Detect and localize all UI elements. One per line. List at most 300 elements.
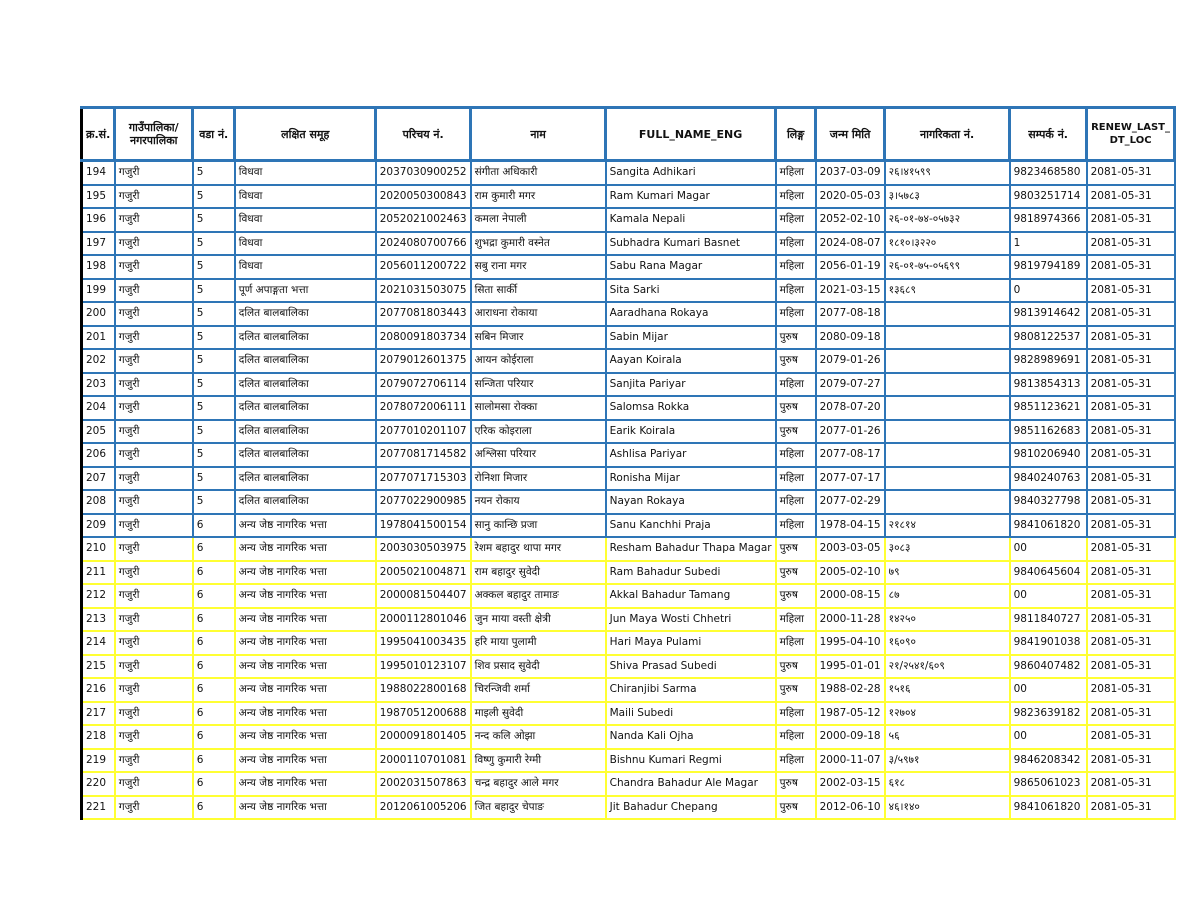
cell-id-number: 2003030503975 [376, 537, 471, 561]
cell-serial: 200 [82, 302, 115, 326]
cell-renew-date: 2081-05-31 [1087, 467, 1175, 491]
cell-name: जित बहादुर चेपाङ [471, 796, 606, 820]
cell-municipality: गजुरी [115, 796, 193, 820]
cell-name: अक्कल बहादुर तामाङ [471, 584, 606, 608]
cell-ward: 5 [193, 373, 235, 397]
cell-name: सबु राना मगर [471, 255, 606, 279]
cell-municipality: गजुरी [115, 208, 193, 232]
table-row [82, 161, 1175, 185]
table-row [82, 678, 1175, 702]
cell-full-name-eng: Bishnu Kumari Regmi [606, 749, 776, 773]
cell-id-number: 2000091801405 [376, 725, 471, 749]
cell-citizenship: १८१०।३२२० [885, 232, 1010, 256]
cell-municipality: गजुरी [115, 725, 193, 749]
cell-citizenship: ३।५७८३ [885, 185, 1010, 209]
cell-renew-date: 2081-05-31 [1087, 161, 1175, 185]
cell-full-name-eng: Chiranjibi Sarma [606, 678, 776, 702]
cell-full-name-eng: Subhadra Kumari Basnet [606, 232, 776, 256]
cell-dob: 2002-03-15 [816, 772, 885, 796]
cell-dob: 1988-02-28 [816, 678, 885, 702]
cell-citizenship: १३६८९ [885, 279, 1010, 303]
cell-gender: पुरुष [776, 655, 816, 679]
header-contact: सम्पर्क नं. [1010, 108, 1087, 161]
cell-gender: पुरुष [776, 420, 816, 444]
cell-contact: 9840327798 [1010, 490, 1087, 514]
cell-contact: 9823639182 [1010, 702, 1087, 726]
cell-full-name-eng: Akkal Bahadur Tamang [606, 584, 776, 608]
cell-renew-date: 2081-05-31 [1087, 349, 1175, 373]
cell-full-name-eng: Sabin Mijar [606, 326, 776, 350]
header-municipality: गाउँपालिका/ नगरपालिका [115, 108, 193, 161]
cell-name: रेशम बहादुर थापा मगर [471, 537, 606, 561]
cell-citizenship [885, 420, 1010, 444]
cell-dob: 2021-03-15 [816, 279, 885, 303]
cell-gender: महिला [776, 749, 816, 773]
cell-renew-date: 2081-05-31 [1087, 302, 1175, 326]
cell-contact: 9828989691 [1010, 349, 1087, 373]
cell-name: चन्द्र बहादुर आले मगर [471, 772, 606, 796]
cell-gender: महिला [776, 631, 816, 655]
cell-target-group: दलित बालबालिका [235, 443, 376, 467]
cell-full-name-eng: Jun Maya Wosti Chhetri [606, 608, 776, 632]
table-row [82, 326, 1175, 350]
cell-citizenship [885, 349, 1010, 373]
cell-citizenship: ६१८ [885, 772, 1010, 796]
header-id-number: परिचय नं. [376, 108, 471, 161]
table-row [82, 655, 1175, 679]
header-target-group: लक्षित समूह [235, 108, 376, 161]
cell-name: नन्द कलि ओझा [471, 725, 606, 749]
cell-dob: 2079-01-26 [816, 349, 885, 373]
cell-contact: 9818974366 [1010, 208, 1087, 232]
cell-ward: 6 [193, 725, 235, 749]
cell-citizenship [885, 467, 1010, 491]
cell-dob: 2020-05-03 [816, 185, 885, 209]
cell-gender: महिला [776, 279, 816, 303]
cell-serial: 212 [82, 584, 115, 608]
cell-gender: पुरुष [776, 561, 816, 585]
cell-renew-date: 2081-05-31 [1087, 537, 1175, 561]
cell-renew-date: 2081-05-31 [1087, 279, 1175, 303]
cell-contact: 9819794189 [1010, 255, 1087, 279]
cell-dob: 2005-02-10 [816, 561, 885, 585]
cell-full-name-eng: Salomsa Rokka [606, 396, 776, 420]
table-row [82, 561, 1175, 585]
cell-ward: 6 [193, 772, 235, 796]
table-row [82, 490, 1175, 514]
cell-target-group: दलित बालबालिका [235, 467, 376, 491]
cell-target-group: दलित बालबालिका [235, 490, 376, 514]
cell-citizenship: २१८१४ [885, 514, 1010, 538]
cell-dob: 1978-04-15 [816, 514, 885, 538]
cell-renew-date: 2081-05-31 [1087, 584, 1175, 608]
cell-name: आयन कोईराला [471, 349, 606, 373]
cell-contact: 00 [1010, 584, 1087, 608]
cell-citizenship [885, 490, 1010, 514]
cell-gender: पुरुष [776, 349, 816, 373]
cell-id-number: 2024080700766 [376, 232, 471, 256]
table-row [82, 514, 1175, 538]
cell-municipality: गजुरी [115, 161, 193, 185]
cell-ward: 5 [193, 161, 235, 185]
cell-target-group: अन्य जेष्ठ नागरिक भत्ता [235, 561, 376, 585]
cell-id-number: 2000112801046 [376, 608, 471, 632]
cell-gender: महिला [776, 514, 816, 538]
cell-municipality: गजुरी [115, 302, 193, 326]
cell-target-group: पूर्ण अपाङ्गता भत्ता [235, 279, 376, 303]
header-renew-date: RENEW_LAST_ DT_LOC [1087, 108, 1175, 161]
table-row [82, 796, 1175, 820]
cell-gender: महिला [776, 702, 816, 726]
cell-contact: 9860407482 [1010, 655, 1087, 679]
cell-municipality: गजुरी [115, 396, 193, 420]
cell-ward: 5 [193, 279, 235, 303]
cell-dob: 1995-04-10 [816, 631, 885, 655]
cell-target-group: अन्य जेष्ठ नागरिक भत्ता [235, 796, 376, 820]
cell-dob: 2052-02-10 [816, 208, 885, 232]
cell-full-name-eng: Sita Sarki [606, 279, 776, 303]
cell-serial: 207 [82, 467, 115, 491]
cell-id-number: 2012061005206 [376, 796, 471, 820]
cell-municipality: गजुरी [115, 702, 193, 726]
table-row [82, 302, 1175, 326]
cell-name: माइली सुवेदी [471, 702, 606, 726]
cell-gender: महिला [776, 443, 816, 467]
cell-id-number: 2037030900252 [376, 161, 471, 185]
cell-ward: 6 [193, 796, 235, 820]
cell-target-group: दलित बालबालिका [235, 373, 376, 397]
header-name: नाम [471, 108, 606, 161]
cell-renew-date: 2081-05-31 [1087, 396, 1175, 420]
cell-gender: महिला [776, 185, 816, 209]
cell-full-name-eng: Hari Maya Pulami [606, 631, 776, 655]
cell-target-group: अन्य जेष्ठ नागरिक भत्ता [235, 772, 376, 796]
cell-gender: महिला [776, 373, 816, 397]
cell-renew-date: 2081-05-31 [1087, 772, 1175, 796]
cell-citizenship: १५१६ [885, 678, 1010, 702]
cell-id-number: 2052021002463 [376, 208, 471, 232]
table-row [82, 467, 1175, 491]
cell-name: सानु कान्छि प्रजा [471, 514, 606, 538]
cell-contact: 00 [1010, 537, 1087, 561]
cell-dob: 2037-03-09 [816, 161, 885, 185]
cell-contact: 9865061023 [1010, 772, 1087, 796]
cell-name: जुन माया वस्ती क्षेत्री [471, 608, 606, 632]
cell-citizenship: १४२५० [885, 608, 1010, 632]
cell-gender: महिला [776, 467, 816, 491]
cell-ward: 5 [193, 349, 235, 373]
cell-ward: 6 [193, 678, 235, 702]
cell-full-name-eng: Maili Subedi [606, 702, 776, 726]
cell-gender: पुरुष [776, 326, 816, 350]
cell-full-name-eng: Jit Bahadur Chepang [606, 796, 776, 820]
cell-gender: महिला [776, 161, 816, 185]
cell-contact: 9851162683 [1010, 420, 1087, 444]
cell-serial: 204 [82, 396, 115, 420]
header-full-name-eng: FULL_NAME_ENG [606, 108, 776, 161]
cell-gender: महिला [776, 608, 816, 632]
cell-target-group: अन्य जेष्ठ नागरिक भत्ता [235, 608, 376, 632]
cell-citizenship: ४६।१४० [885, 796, 1010, 820]
cell-ward: 5 [193, 396, 235, 420]
cell-target-group: अन्य जेष्ठ नागरिक भत्ता [235, 702, 376, 726]
cell-renew-date: 2081-05-31 [1087, 631, 1175, 655]
cell-serial: 195 [82, 185, 115, 209]
cell-citizenship: ७९ [885, 561, 1010, 585]
cell-municipality: गजुरी [115, 420, 193, 444]
table-row [82, 725, 1175, 749]
cell-contact: 1 [1010, 232, 1087, 256]
cell-serial: 206 [82, 443, 115, 467]
cell-ward: 5 [193, 185, 235, 209]
cell-dob: 1995-01-01 [816, 655, 885, 679]
cell-municipality: गजुरी [115, 608, 193, 632]
cell-ward: 6 [193, 631, 235, 655]
cell-name: सिता सार्की [471, 279, 606, 303]
table-row [82, 443, 1175, 467]
cell-full-name-eng: Sanu Kanchhi Praja [606, 514, 776, 538]
cell-renew-date: 2081-05-31 [1087, 185, 1175, 209]
cell-citizenship: ८७ [885, 584, 1010, 608]
cell-dob: 2077-02-29 [816, 490, 885, 514]
cell-municipality: गजुरी [115, 279, 193, 303]
table-row [82, 255, 1175, 279]
cell-serial: 216 [82, 678, 115, 702]
cell-id-number: 2079012601375 [376, 349, 471, 373]
cell-ward: 6 [193, 537, 235, 561]
cell-citizenship: ३०८३ [885, 537, 1010, 561]
cell-renew-date: 2081-05-31 [1087, 232, 1175, 256]
cell-citizenship [885, 326, 1010, 350]
cell-target-group: विधवा [235, 208, 376, 232]
cell-target-group: अन्य जेष्ठ नागरिक भत्ता [235, 537, 376, 561]
cell-serial: 221 [82, 796, 115, 820]
header-gender: लिङ्ग [776, 108, 816, 161]
header-dob: जन्म मिति [816, 108, 885, 161]
cell-citizenship [885, 302, 1010, 326]
cell-gender: महिला [776, 255, 816, 279]
cell-municipality: गजुरी [115, 631, 193, 655]
cell-municipality: गजुरी [115, 373, 193, 397]
cell-name: एरिक कोइराला [471, 420, 606, 444]
cell-citizenship [885, 396, 1010, 420]
cell-dob: 2077-01-26 [816, 420, 885, 444]
cell-municipality: गजुरी [115, 443, 193, 467]
cell-ward: 5 [193, 443, 235, 467]
cell-municipality: गजुरी [115, 490, 193, 514]
cell-municipality: गजुरी [115, 185, 193, 209]
cell-citizenship: २६।४१५९९ [885, 161, 1010, 185]
cell-target-group: अन्य जेष्ठ नागरिक भत्ता [235, 655, 376, 679]
cell-full-name-eng: Kamala Nepali [606, 208, 776, 232]
cell-id-number: 1987051200688 [376, 702, 471, 726]
cell-full-name-eng: Earik Koirala [606, 420, 776, 444]
cell-contact: 9840645604 [1010, 561, 1087, 585]
cell-name: चिरन्जिवी शर्मा [471, 678, 606, 702]
cell-name: राम कुमारी मगर [471, 185, 606, 209]
cell-serial: 214 [82, 631, 115, 655]
header-row [82, 108, 1175, 161]
cell-id-number: 1988022800168 [376, 678, 471, 702]
cell-municipality: गजुरी [115, 655, 193, 679]
cell-renew-date: 2081-05-31 [1087, 208, 1175, 232]
cell-full-name-eng: Aaradhana Rokaya [606, 302, 776, 326]
cell-citizenship: १६०९० [885, 631, 1010, 655]
cell-id-number: 1995010123107 [376, 655, 471, 679]
cell-renew-date: 2081-05-31 [1087, 678, 1175, 702]
cell-renew-date: 2081-05-31 [1087, 373, 1175, 397]
cell-dob: 2077-08-17 [816, 443, 885, 467]
cell-municipality: गजुरी [115, 349, 193, 373]
cell-target-group: दलित बालबालिका [235, 326, 376, 350]
table-row [82, 349, 1175, 373]
cell-renew-date: 2081-05-31 [1087, 561, 1175, 585]
table-row [82, 749, 1175, 773]
cell-municipality: गजुरी [115, 561, 193, 585]
cell-dob: 1987-05-12 [816, 702, 885, 726]
cell-ward: 5 [193, 326, 235, 350]
cell-id-number: 1978041500154 [376, 514, 471, 538]
cell-gender: पुरुष [776, 584, 816, 608]
cell-id-number: 2056011200722 [376, 255, 471, 279]
cell-full-name-eng: Nanda Kali Ojha [606, 725, 776, 749]
cell-dob: 2012-06-10 [816, 796, 885, 820]
cell-municipality: गजुरी [115, 514, 193, 538]
cell-contact: 9851123621 [1010, 396, 1087, 420]
cell-dob: 2056-01-19 [816, 255, 885, 279]
cell-contact: 9841061820 [1010, 514, 1087, 538]
cell-full-name-eng: Ashlisa Pariyar [606, 443, 776, 467]
cell-target-group: विधवा [235, 255, 376, 279]
table-row [82, 608, 1175, 632]
cell-renew-date: 2081-05-31 [1087, 420, 1175, 444]
cell-full-name-eng: Ram Kumari Magar [606, 185, 776, 209]
cell-id-number: 2077081803443 [376, 302, 471, 326]
cell-ward: 5 [193, 302, 235, 326]
cell-serial: 197 [82, 232, 115, 256]
cell-serial: 196 [82, 208, 115, 232]
cell-ward: 6 [193, 608, 235, 632]
cell-ward: 5 [193, 208, 235, 232]
cell-ward: 5 [193, 255, 235, 279]
cell-dob: 2000-09-18 [816, 725, 885, 749]
cell-contact: 9810206940 [1010, 443, 1087, 467]
table-row [82, 584, 1175, 608]
cell-municipality: गजुरी [115, 326, 193, 350]
cell-municipality: गजुरी [115, 678, 193, 702]
cell-target-group: दलित बालबालिका [235, 349, 376, 373]
cell-contact: 9811840727 [1010, 608, 1087, 632]
cell-target-group: अन्य जेष्ठ नागरिक भत्ता [235, 584, 376, 608]
cell-renew-date: 2081-05-31 [1087, 608, 1175, 632]
cell-serial: 215 [82, 655, 115, 679]
cell-name: अश्लिसा परियार [471, 443, 606, 467]
cell-municipality: गजुरी [115, 584, 193, 608]
cell-ward: 6 [193, 514, 235, 538]
header-citizenship: नागरिकता नं. [885, 108, 1010, 161]
cell-ward: 5 [193, 490, 235, 514]
cell-full-name-eng: Aayan Koirala [606, 349, 776, 373]
cell-full-name-eng: Nayan Rokaya [606, 490, 776, 514]
cell-serial: 211 [82, 561, 115, 585]
cell-name: रोनिशा मिजार [471, 467, 606, 491]
cell-gender: पुरुष [776, 772, 816, 796]
cell-gender: महिला [776, 232, 816, 256]
cell-dob: 2080-09-18 [816, 326, 885, 350]
cell-serial: 201 [82, 326, 115, 350]
cell-contact: 9813914642 [1010, 302, 1087, 326]
cell-target-group: विधवा [235, 185, 376, 209]
cell-contact: 00 [1010, 725, 1087, 749]
cell-target-group: अन्य जेष्ठ नागरिक भत्ता [235, 749, 376, 773]
cell-full-name-eng: Ronisha Mijar [606, 467, 776, 491]
cell-serial: 198 [82, 255, 115, 279]
cell-full-name-eng: Ram Bahadur Subedi [606, 561, 776, 585]
cell-citizenship: १२७०४ [885, 702, 1010, 726]
cell-dob: 2024-08-07 [816, 232, 885, 256]
table-row [82, 232, 1175, 256]
cell-serial: 199 [82, 279, 115, 303]
cell-name: शुभद्रा कुमारी वस्नेत [471, 232, 606, 256]
beneficiary-table [80, 106, 1176, 820]
cell-dob: 2078-07-20 [816, 396, 885, 420]
header-ward: वडा नं. [193, 108, 235, 161]
cell-renew-date: 2081-05-31 [1087, 255, 1175, 279]
cell-citizenship: २६-०१-७५-०५६९९ [885, 255, 1010, 279]
cell-full-name-eng: Shiva Prasad Subedi [606, 655, 776, 679]
table-row [82, 185, 1175, 209]
cell-full-name-eng: Sanjita Pariyar [606, 373, 776, 397]
cell-citizenship: २६-०१-७४-०५७३२ [885, 208, 1010, 232]
cell-full-name-eng: Sangita Adhikari [606, 161, 776, 185]
cell-serial: 194 [82, 161, 115, 185]
cell-name: कमला नेपाली [471, 208, 606, 232]
cell-full-name-eng: Chandra Bahadur Ale Magar [606, 772, 776, 796]
cell-contact: 9813854313 [1010, 373, 1087, 397]
table-row [82, 702, 1175, 726]
cell-renew-date: 2081-05-31 [1087, 749, 1175, 773]
cell-target-group: दलित बालबालिका [235, 396, 376, 420]
cell-target-group: अन्य जेष्ठ नागरिक भत्ता [235, 725, 376, 749]
cell-renew-date: 2081-05-31 [1087, 443, 1175, 467]
cell-gender: महिला [776, 725, 816, 749]
cell-serial: 205 [82, 420, 115, 444]
cell-serial: 210 [82, 537, 115, 561]
header-serial: क्र.सं. [82, 108, 115, 161]
table-row [82, 537, 1175, 561]
cell-serial: 213 [82, 608, 115, 632]
cell-ward: 6 [193, 702, 235, 726]
cell-contact: 9803251714 [1010, 185, 1087, 209]
cell-contact: 9841061820 [1010, 796, 1087, 820]
cell-name: सालोमसा रोक्का [471, 396, 606, 420]
cell-citizenship [885, 443, 1010, 467]
table-row [82, 279, 1175, 303]
cell-gender: पुरुष [776, 678, 816, 702]
cell-id-number: 2000081504407 [376, 584, 471, 608]
cell-renew-date: 2081-05-31 [1087, 514, 1175, 538]
cell-name: आराधना रोकाया [471, 302, 606, 326]
cell-contact: 9841901038 [1010, 631, 1087, 655]
cell-citizenship: ३/५९७१ [885, 749, 1010, 773]
cell-gender: पुरुष [776, 796, 816, 820]
cell-ward: 6 [193, 584, 235, 608]
cell-municipality: गजुरी [115, 772, 193, 796]
cell-citizenship: २१/२५४१/६०९ [885, 655, 1010, 679]
cell-name: नयन रोकाय [471, 490, 606, 514]
cell-id-number: 2000110701081 [376, 749, 471, 773]
cell-id-number: 2077071715303 [376, 467, 471, 491]
